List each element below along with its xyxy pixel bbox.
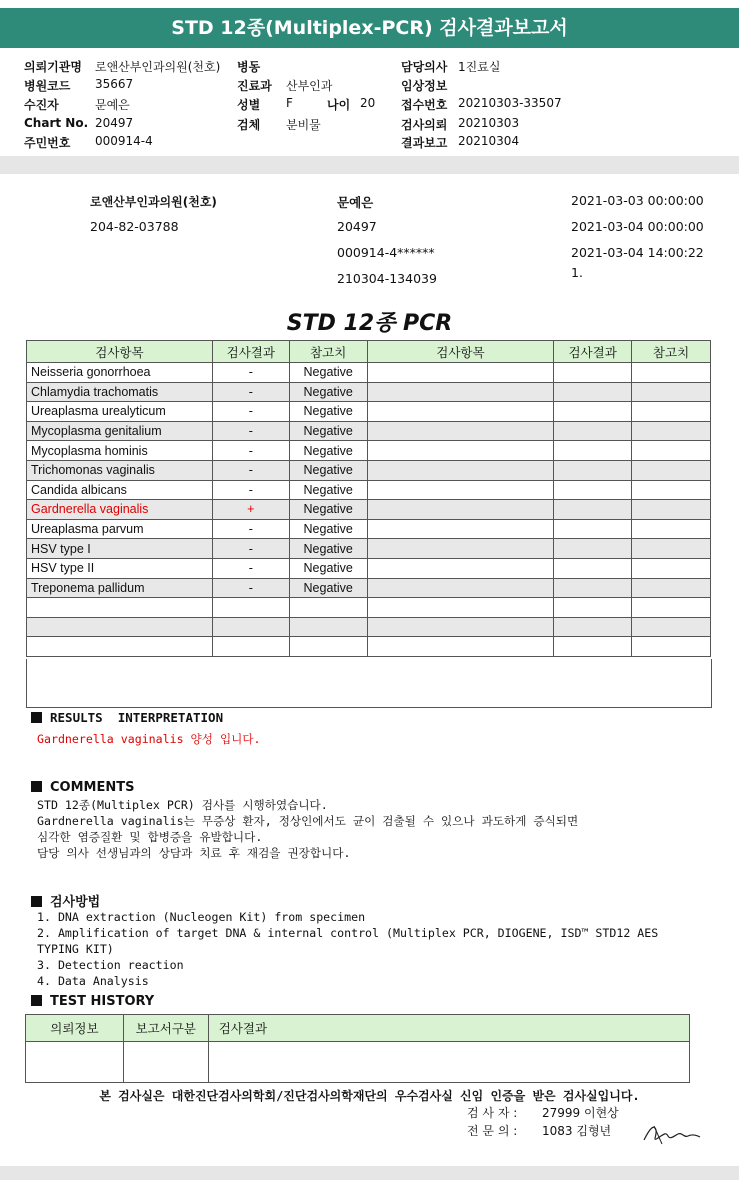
reference-cell: Negative — [289, 558, 367, 578]
method-line: 2. Amplification of target DNA & internal control (Multiplex PCR, DIOGENE, ISD™ STD12 AES — [37, 926, 659, 940]
header-row — [24, 58, 221, 75]
table-row — [27, 441, 711, 461]
header-value: 000914-4 — [95, 134, 153, 148]
certification-text: 본 검사실은 대한진단검사의학회/진단검사의학재단의 우수검사실 신임 인증을 받은 검사실입니다. — [99, 1089, 640, 1103]
header-value: 20210303 — [458, 116, 520, 130]
test-name-cell — [367, 421, 554, 441]
reference-cell — [632, 500, 711, 520]
std-title: STD 12종 PCR — [286, 311, 453, 336]
method-line: 1. DNA extraction (Nucleogen Kit) from specimen — [37, 910, 366, 924]
header-label: 검체 — [237, 118, 261, 132]
reference-cell: Negative — [289, 441, 367, 461]
header-value: 1진료실 — [458, 60, 501, 74]
test-name-cell: Chlamydia trachomatis — [27, 382, 213, 402]
reference-cell: Negative — [289, 363, 367, 383]
footer-band — [0, 1166, 739, 1180]
test-name-cell — [27, 598, 213, 618]
result-cell — [554, 617, 632, 637]
test-name-cell: Trichomonas vaginalis — [27, 460, 213, 480]
reference-cell: Negative — [289, 402, 367, 422]
header-row — [401, 58, 501, 75]
result-cell — [554, 480, 632, 500]
table-row — [27, 598, 711, 618]
test-name-cell: HSV type I — [27, 539, 213, 559]
test-name-cell — [367, 382, 554, 402]
comments-line: STD 12종(Multiplex PCR) 검사를 시행하였습니다. — [37, 798, 328, 812]
reference-cell — [632, 519, 711, 539]
reference-cell: Negative — [289, 519, 367, 539]
result-cell: - — [212, 578, 289, 598]
column-header: 검사결과 — [554, 341, 632, 363]
test-name-cell: HSV type II — [27, 558, 213, 578]
test-name-cell — [367, 598, 554, 618]
header-row — [401, 116, 520, 133]
reference-cell: Negative — [289, 578, 367, 598]
history-cell — [123, 1042, 208, 1083]
result-cell — [554, 382, 632, 402]
header-label: 성별 — [237, 98, 261, 112]
result-cell — [554, 363, 632, 383]
square-bullet-icon — [31, 781, 42, 792]
table-row — [27, 539, 711, 559]
result-cell: - — [212, 382, 289, 402]
extra-number: 1. — [571, 265, 583, 280]
header-row — [24, 134, 153, 151]
history-cell — [26, 1042, 124, 1083]
square-bullet-icon — [31, 995, 42, 1006]
header-value: 20210304 — [458, 134, 520, 148]
header-label: 의뢰기관명 — [24, 60, 82, 74]
test-name-cell: Mycoplasma hominis — [27, 441, 213, 461]
test-name-cell: Treponema pallidum — [27, 578, 213, 598]
header-row — [237, 116, 321, 133]
result-cell — [554, 519, 632, 539]
header-label: 진료과 — [237, 79, 272, 93]
result-cell: + — [212, 500, 289, 520]
table-row — [27, 578, 711, 598]
reference-cell — [289, 598, 367, 618]
header-value: 분비물 — [286, 118, 321, 132]
id-number: 000914-4****** — [337, 245, 435, 260]
test-name-cell — [367, 441, 554, 461]
header-label: 결과보고 — [401, 136, 448, 150]
section-title: COMMENTS — [50, 780, 135, 795]
age-value: 20 — [360, 96, 376, 110]
test-name-cell: Ureaplasma parvum — [27, 519, 213, 539]
header-label: 주민번호 — [24, 136, 71, 150]
table-row — [27, 402, 711, 422]
test-name-cell — [27, 617, 213, 637]
test-name-cell — [367, 500, 554, 520]
test-name-cell: Gardnerella vaginalis — [27, 500, 213, 520]
reference-cell: Negative — [289, 480, 367, 500]
header-value: 산부인과 — [286, 79, 333, 93]
interpretation-text: Gardnerella vaginalis 양성 입니다. — [37, 732, 261, 746]
test-name-cell — [367, 363, 554, 383]
result-cell — [554, 441, 632, 461]
table-row — [27, 617, 711, 637]
column-header: 검사항목 — [27, 341, 213, 363]
business-number: 204-82-03788 — [90, 219, 179, 234]
table-row — [27, 480, 711, 500]
table-row — [27, 421, 711, 441]
header-row — [401, 77, 447, 94]
examiner-name: 27999 이현상 — [542, 1106, 619, 1120]
result-cell — [212, 598, 289, 618]
reference-cell — [632, 441, 711, 461]
column-header: 검사결과 — [208, 1015, 689, 1042]
history-header-row — [26, 1015, 690, 1042]
header-label: 접수번호 — [401, 98, 448, 112]
signature-icon — [640, 1118, 702, 1148]
specialist-name: 1083 김형년 — [542, 1124, 612, 1138]
square-bullet-icon — [31, 712, 42, 723]
history-table — [25, 1014, 690, 1083]
result-cell: - — [212, 539, 289, 559]
reference-cell — [632, 637, 711, 657]
header-label: 병동 — [237, 60, 261, 74]
test-name-cell: Neisseria gonorrhoea — [27, 363, 213, 383]
header-value: 로앤산부인과의원(천호) — [95, 60, 221, 74]
date-received: 2021-03-04 00:00:00 — [571, 219, 704, 234]
report-number: 210304-134039 — [337, 271, 437, 286]
result-cell — [554, 558, 632, 578]
reference-cell — [632, 421, 711, 441]
result-cell: - — [212, 363, 289, 383]
reference-cell — [632, 539, 711, 559]
reference-cell — [632, 480, 711, 500]
test-name-cell: Ureaplasma urealyticum — [27, 402, 213, 422]
header-row — [401, 96, 562, 113]
test-name-cell — [367, 519, 554, 539]
results-interpretation-heading — [31, 710, 223, 726]
result-cell — [554, 578, 632, 598]
comments-line: 심각한 염증질환 및 합병증을 유발합니다. — [37, 830, 263, 844]
header-panel — [0, 48, 739, 156]
reference-cell — [632, 460, 711, 480]
result-cell — [554, 598, 632, 618]
chart-number: 20497 — [337, 219, 377, 234]
header-row — [237, 58, 260, 75]
table-row — [26, 1042, 690, 1083]
section-title: TEST HISTORY — [50, 994, 155, 1009]
date-collected: 2021-03-03 00:00:00 — [571, 193, 704, 208]
result-cell — [554, 460, 632, 480]
test-name-cell — [367, 460, 554, 480]
result-cell — [554, 421, 632, 441]
comments-line: 담당 의사 선생님과의 상담과 치료 후 재검을 권장합니다. — [37, 846, 351, 860]
header-row — [24, 116, 134, 130]
test-name-cell: Mycoplasma genitalium — [27, 421, 213, 441]
header-row — [401, 134, 520, 151]
result-cell — [554, 539, 632, 559]
age-label: 나이 — [327, 98, 351, 112]
divider-band — [0, 156, 739, 174]
result-cell — [212, 617, 289, 637]
table-row — [27, 558, 711, 578]
reference-cell — [632, 617, 711, 637]
reference-cell — [289, 637, 367, 657]
table-row — [27, 637, 711, 657]
comments-heading — [31, 780, 134, 795]
reference-cell: Negative — [289, 421, 367, 441]
result-cell: - — [212, 480, 289, 500]
result-cell: - — [212, 558, 289, 578]
comments-line: Gardnerella vaginalis는 무증상 환자, 정상인에서도 균이 검출될 수 있으나 과도하게 증식되면 — [37, 814, 579, 828]
date-reported: 2021-03-04 14:00:22 — [571, 245, 704, 260]
table-row — [27, 363, 711, 383]
header-row — [24, 77, 134, 94]
test-name-cell — [367, 617, 554, 637]
test-name-cell — [367, 637, 554, 657]
header-label: 검사의뢰 — [401, 118, 448, 132]
examiner-label: 검 사 자 : — [467, 1106, 518, 1120]
header-label: Chart No. — [24, 116, 89, 130]
result-cell — [212, 637, 289, 657]
method-line: 3. Detection reaction — [37, 958, 184, 972]
column-header: 의뢰정보 — [26, 1015, 124, 1042]
column-header: 참고치 — [289, 341, 367, 363]
method-line: 4. Data Analysis — [37, 974, 149, 988]
reference-cell: Negative — [289, 460, 367, 480]
reference-cell: Negative — [289, 500, 367, 520]
header-label: 병원코드 — [24, 79, 71, 93]
header-value: F — [286, 96, 293, 110]
header-label: 임상정보 — [401, 79, 448, 93]
reference-cell: Negative — [289, 539, 367, 559]
header-row — [237, 77, 333, 94]
result-cell: - — [212, 421, 289, 441]
header-value: 35667 — [95, 77, 134, 91]
test-name-cell — [367, 480, 554, 500]
table-row — [27, 382, 711, 402]
method-heading — [31, 891, 100, 910]
test-name-cell — [367, 578, 554, 598]
table-row — [27, 460, 711, 480]
reference-cell — [632, 363, 711, 383]
table-row — [27, 500, 711, 520]
square-bullet-icon — [31, 896, 42, 907]
section-title: RESULTS INTERPRETATION — [50, 710, 224, 725]
table-footer-box — [26, 659, 712, 708]
test-name-cell — [27, 637, 213, 657]
header-label: 수진자 — [24, 98, 59, 112]
column-header: 검사결과 — [212, 341, 289, 363]
result-cell: - — [212, 402, 289, 422]
table-header-row — [27, 341, 711, 363]
specialist-label: 전 문 의 : — [467, 1124, 518, 1138]
reference-cell — [632, 578, 711, 598]
header-value: 20210303-33507 — [458, 96, 562, 110]
section-title: 검사방법 — [50, 895, 101, 910]
test-history-heading — [31, 994, 154, 1009]
result-cell — [554, 402, 632, 422]
column-header: 보고서구분 — [123, 1015, 208, 1042]
reference-cell — [632, 382, 711, 402]
reference-cell — [632, 402, 711, 422]
report-title: STD 12종(Multiplex-PCR) 검사결과보고서 — [0, 8, 739, 48]
result-cell: - — [212, 441, 289, 461]
reference-cell — [289, 617, 367, 637]
table-row — [27, 519, 711, 539]
result-cell — [554, 500, 632, 520]
result-cell: - — [212, 460, 289, 480]
clinic-name: 로앤산부인과의원(천호) — [90, 195, 217, 209]
column-header: 참고치 — [632, 341, 711, 363]
history-cell — [208, 1042, 689, 1083]
header-label: 담당의사 — [401, 60, 448, 74]
header-row — [237, 96, 293, 113]
header-value: 문예은 — [95, 98, 130, 112]
header-value: 20497 — [95, 116, 134, 130]
result-cell — [554, 637, 632, 657]
test-name-cell — [367, 539, 554, 559]
patient-name: 문예은 — [337, 195, 374, 210]
reference-cell — [632, 598, 711, 618]
header-row — [24, 96, 130, 113]
test-name-cell — [367, 402, 554, 422]
reference-cell: Negative — [289, 382, 367, 402]
method-line: TYPING KIT) — [37, 942, 114, 956]
age-row — [327, 96, 376, 113]
column-header: 검사항목 — [367, 341, 554, 363]
test-name-cell — [367, 558, 554, 578]
result-table — [26, 340, 711, 657]
reference-cell — [632, 558, 711, 578]
result-cell: - — [212, 519, 289, 539]
test-name-cell: Candida albicans — [27, 480, 213, 500]
